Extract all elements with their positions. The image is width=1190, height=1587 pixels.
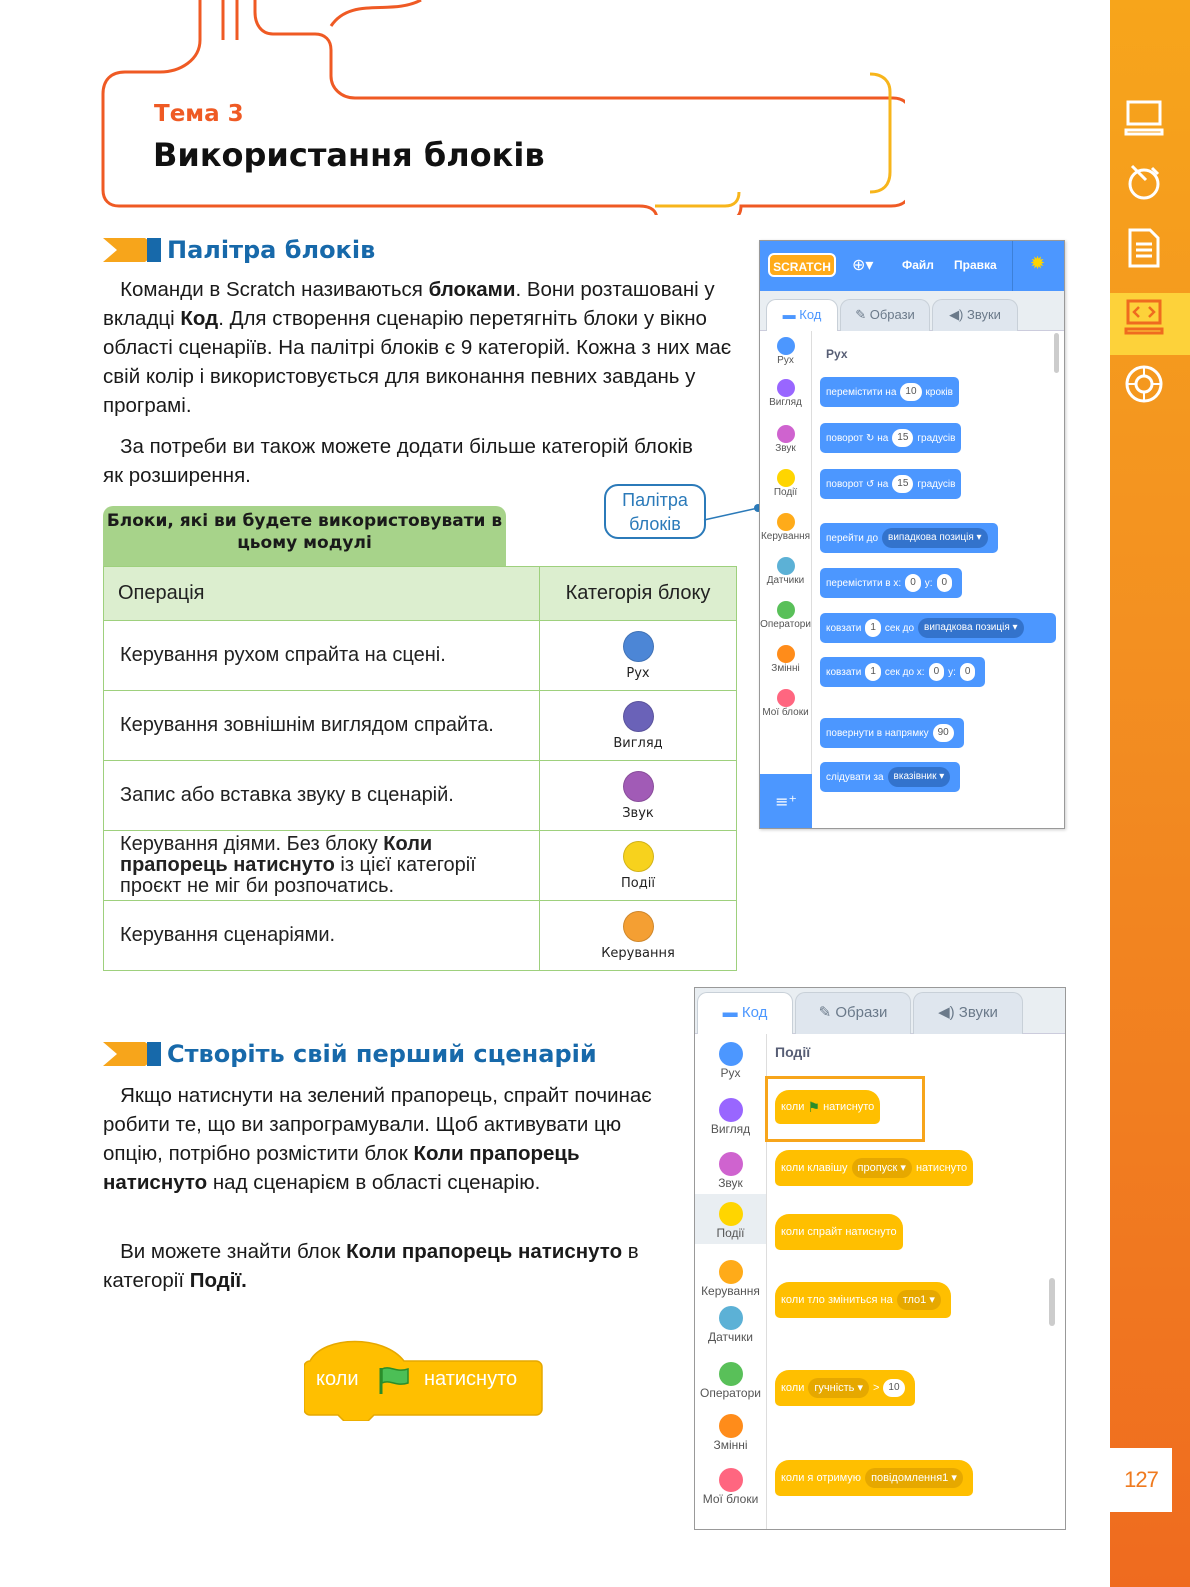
blocks-table [103,566,737,971]
page-number: 127 [1110,1448,1172,1512]
category-events[interactable]: Події [695,1194,766,1244]
code-tab-icon: ▬ [722,1004,742,1021]
operation-cell: Запис або вставка звуку в сценарій. [104,761,540,831]
category-motion[interactable]: Рух [760,337,811,366]
category-cell [540,831,737,901]
tab-sounds[interactable]: ◀) Звуки [932,299,1018,331]
category-operators[interactable]: Оператори [695,1362,766,1400]
turn-left-icon: ↺ [866,478,875,490]
block-turn-right[interactable]: поворот ↻ на 15 градусів [820,423,961,453]
motion-color-dot [623,631,654,662]
menu-file[interactable]: Файл [902,258,934,272]
table-row [104,761,737,831]
speaker-icon: ◀) [949,307,968,322]
script-paragraph-2: Ви можете знайти блок Коли прапорець натиснуто в категорії Події. [103,1240,639,1292]
block-go-to[interactable]: перейти до випадкова позиція ▾ [820,523,998,553]
tab-costumes[interactable]: ✎ Образи [840,299,930,331]
block-when-i-receive[interactable]: коли я отримую повідомлення1 ▾ [775,1460,973,1496]
block-when-flag-clicked[interactable]: коли ⚑ натиснуто [775,1090,880,1124]
column-header-operation: Операція [104,567,540,621]
category-looks[interactable]: Вигляд [760,379,811,408]
scratch-screenshot-motion [759,240,1065,829]
category-sensing[interactable]: Датчики [760,557,811,586]
table-header-row [104,567,737,621]
section-heading-first-script [103,1040,597,1068]
operation-cell: Керування сценаріями. [104,901,540,971]
category-events[interactable]: Події [760,469,811,498]
table-caption: Блоки, які ви будете використовувати в цьому модулі [103,506,506,566]
category-my-blocks[interactable]: Мої блоки [695,1468,766,1506]
scratch-screenshot-events [694,987,1066,1530]
palette-scrollbar[interactable] [1054,333,1059,373]
table-row [104,621,737,691]
topic-label: Тема 3 [154,101,244,127]
section-title: Створіть свій перший сценарій [167,1040,597,1068]
category-label: Рух [626,665,650,681]
block-when-loudness[interactable]: коли гучність ▾ > 10 [775,1370,915,1406]
block-when-backdrop-switches[interactable]: коли тло зміниться на тло1 ▾ [775,1282,951,1318]
block-when-key-pressed[interactable]: коли клавішу пропуск ▾ натиснуто [775,1150,973,1186]
block-label-clicked: натиснуто [424,1368,518,1390]
block-point-in-direction[interactable]: повернути в напрямку 90 [820,718,964,748]
tab-code[interactable]: ▬ Код [697,992,793,1034]
tutorial-bulb-icon[interactable]: ✹ [1030,253,1046,274]
palette-paragraph-2: За потреби ви також можете додати більше категорій блоків як розширення. [103,435,693,487]
operation-cell: Керування зовнішнім виглядом спрайта. [104,691,540,761]
document-icon [1122,226,1166,270]
category-variables[interactable]: Змінні [695,1414,766,1452]
scratch-logo[interactable]: SCRATCH [768,253,836,277]
category-label: Вигляд [613,735,663,751]
category-menu [695,1034,767,1530]
palette-scrollbar[interactable] [1049,1278,1055,1326]
menu-edit[interactable]: Правка [954,258,997,272]
category-sound[interactable]: Звук [760,425,811,454]
page-title: Використання блоків [153,136,545,174]
block-go-to-xy[interactable]: перемістити в x: 0 y: 0 [820,568,962,598]
speaker-icon: ◀) [938,1004,959,1021]
category-operators[interactable]: Оператори [760,601,811,630]
brush-icon: ✎ [818,1004,836,1021]
table-row [104,901,737,971]
sound-color-dot [623,771,654,802]
code-tab-icon: ▬ [782,307,800,322]
category-menu [760,331,812,829]
turn-right-icon: ↻ [866,432,875,444]
block-follow[interactable]: слідувати за вказівник ▾ [820,762,960,792]
looks-color-dot [623,701,654,732]
section-heading-palette [103,236,375,264]
category-cell [540,901,737,971]
operation-cell: Керування діями. Без блоку Коли прапорець натиснуто із цієї категорії проєкт не міг би розпочатись. [104,831,540,901]
computer-icon [1122,96,1166,140]
callout-connector [700,500,764,524]
green-flag-icon [378,1366,412,1394]
category-control[interactable]: Керування [695,1260,766,1298]
category-control[interactable]: Керування [760,513,811,542]
category-label: Події [621,875,655,891]
arrow-marker-icon [103,1042,161,1066]
globe-icon[interactable]: ⊕▾ [852,255,874,274]
category-sensing[interactable]: Датчики [695,1306,766,1344]
menu-divider [1012,241,1013,291]
category-my-blocks[interactable]: Мої блоки [760,689,811,718]
tabs-bar [695,988,1066,1034]
code-icon [1122,295,1166,339]
category-variables[interactable]: Змінні [760,645,811,674]
side-strip [1110,0,1190,1587]
palette-heading: Рух [826,347,848,361]
table-row [104,691,737,761]
category-cell [540,761,737,831]
aperture-icon [1122,362,1166,406]
section-title: Палітра блоків [167,236,376,264]
brush-icon: ✎ [855,307,870,322]
block-turn-left[interactable]: поворот ↺ на 15 градусів [820,469,961,499]
tabs-bar [760,291,1065,331]
control-color-dot [623,911,654,942]
category-cell [540,621,737,691]
category-sound[interactable]: Звук [695,1152,766,1190]
category-label: Керування [601,945,675,961]
add-extension-button[interactable]: ≡⁺ [760,774,812,829]
palette-callout: Палітра блоків [604,484,706,539]
tab-code[interactable]: ▬ Код [766,299,838,331]
table-row [104,831,737,901]
palette-heading: Події [775,1044,811,1060]
block-move-steps[interactable]: перемістити на 10 кроків [820,377,959,407]
block-label-when: коли [316,1368,359,1390]
script-paragraph-1: Якщо натиснути на зелений прапорець, спрайт починає робити те, що ви запрограмували. Щоб активувати цю опцію, потрібно розмістити блок Коли прапорець натиснуто над сценарієм в області сценарію. [103,1084,652,1194]
drawing-icon [1122,160,1166,204]
scratch-menubar [760,241,1065,291]
block-glide-to[interactable]: ковзати 1 сек до випадкова позиція ▾ [820,613,1056,643]
column-header-category: Категорія блоку [540,567,737,621]
category-label: Звук [622,805,654,821]
category-motion[interactable]: Рух [695,1042,766,1080]
category-looks[interactable]: Вигляд [695,1098,766,1136]
arrow-marker-icon [103,238,161,262]
green-flag-icon: ⚑ [807,1098,820,1115]
palette-paragraph-1: Команди в Scratch називаються блоками. Вони розташовані у вкладці Код. Для створення сценарію перетягніть блоки у вікно області сценаріїв. На палітрі блоків є 9 категорій. Кожна з них має свій колір і використовується для виконання певних завдань у програмі. [103,278,732,417]
category-cell [540,691,737,761]
tab-costumes[interactable]: ✎ Образи [795,992,911,1034]
tab-sounds[interactable]: ◀) Звуки [913,992,1023,1034]
events-color-dot [623,841,654,872]
operation-cell: Керування рухом спрайта на сцені. [104,621,540,691]
block-glide-to-xy[interactable]: ковзати 1 сек до x: 0 y: 0 [820,657,985,687]
block-when-sprite-clicked[interactable]: коли спрайт натиснуто [775,1214,903,1250]
